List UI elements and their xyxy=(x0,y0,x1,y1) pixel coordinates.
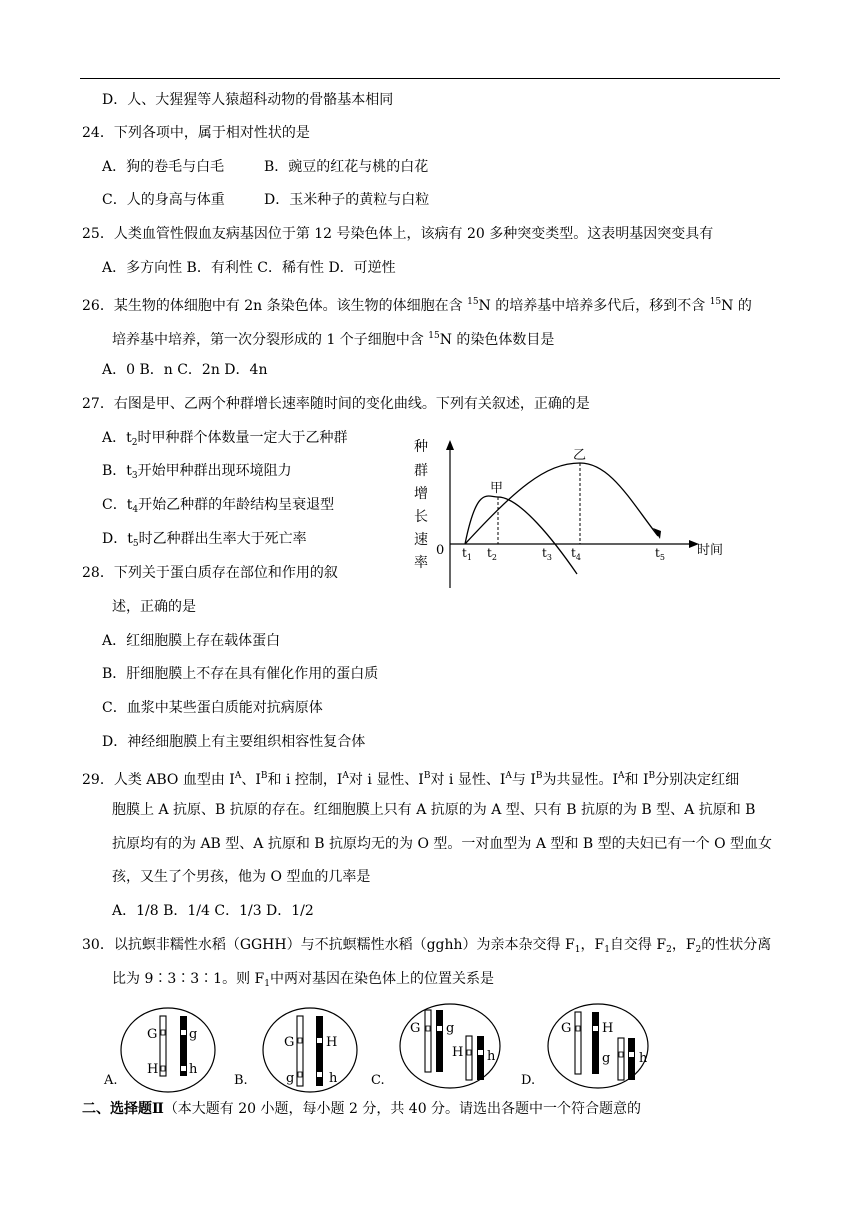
q29-stem-line4: 孩，又生了个男孩，他为 O 型血的几率是 xyxy=(112,869,371,885)
svg-text:g: g xyxy=(602,1051,611,1066)
svg-text:G: G xyxy=(147,1027,158,1042)
q27-stem: 27．右图是甲、乙两个种群增长速率随时间的变化曲线。下列有关叙述，正确的是 xyxy=(82,396,590,412)
q29-stem-line2: 胞膜上 A 抗原、B 抗原的存在。红细胞膜上只有 A 抗原的为 A 型、只有 B 抗原的为 B 型、A 抗原和 B xyxy=(112,802,756,818)
tick-t2: $t_2$ xyxy=(487,546,497,562)
y-axis-label xyxy=(414,439,428,571)
q24-stem: 24．下列各项中，属于相对性状的是 xyxy=(82,125,310,141)
q27-option-c: C．$t_4$开始乙种群的年龄结构呈衰退型 xyxy=(102,497,335,515)
y-axis-arrow xyxy=(446,440,454,450)
label-d: D. xyxy=(521,1073,536,1088)
q30-stem-line2: 比为 9∶3∶3∶1。则 $F_1$中两对基因在染色体上的位置关系是 xyxy=(112,971,494,989)
chromosome-diagrams xyxy=(100,1000,700,1096)
svg-text:h: h xyxy=(639,1051,648,1066)
svg-text:H: H xyxy=(452,1045,464,1060)
diagram-b xyxy=(234,1008,357,1092)
diagram-c xyxy=(371,1004,500,1088)
q25-stem: 25．人类血管性假血友病基因位于第 12 号染色体上，该病有 20 多种突变类型。这表明基因突变具有 xyxy=(82,226,714,242)
q23-option-d: D．人、大猩猩等人猿超科动物的骨骼基本相同 xyxy=(102,92,394,108)
y-label-char: 种 xyxy=(414,439,428,455)
q24-option-a: A．狗的卷毛与白毛 xyxy=(102,159,225,175)
curve-jia-label: 甲 xyxy=(490,481,504,496)
y-label-char: 率 xyxy=(414,555,428,571)
y-label-char: 速 xyxy=(414,532,428,548)
tick-t1: $t_1$ xyxy=(462,546,472,562)
diagram-d xyxy=(521,1004,648,1088)
q25-options: A．多方向性 B．有利性 C．稀有性 D．可逆性 xyxy=(102,260,396,276)
svg-text:H: H xyxy=(326,1035,338,1050)
q28-option-d: D．神经细胞膜上有主要组织相容性复合体 xyxy=(102,734,366,750)
q29-options: A．1/8 B．1/4 C．1/3 D．1/2 xyxy=(112,903,314,919)
diagram-a xyxy=(103,1008,215,1092)
tick-t4: $t_4$ xyxy=(571,546,581,562)
q28-option-c: C．血浆中某些蛋白质能对抗病原体 xyxy=(102,700,323,716)
curve-jia xyxy=(465,496,577,574)
svg-text:G: G xyxy=(561,1021,572,1036)
svg-text:g: g xyxy=(446,1021,455,1036)
label-b: B. xyxy=(234,1073,248,1088)
population-growth-rate-graph xyxy=(405,430,735,595)
q27-option-a: A．$t_2$时甲种群个体数量一定大于乙种群 xyxy=(102,430,348,448)
svg-text:h: h xyxy=(487,1049,496,1064)
svg-text:H: H xyxy=(147,1062,159,1077)
label-a: A. xyxy=(104,1073,118,1088)
q28-stem-line2: 述，正确的是 xyxy=(112,599,196,615)
svg-text:G: G xyxy=(284,1035,295,1050)
curve-yi-label: 乙 xyxy=(573,448,587,463)
svg-text:g: g xyxy=(189,1027,198,1042)
x-axis-label: 时间 xyxy=(697,543,724,558)
q27-option-b: B．$t_3$开始甲种群出现环境阻力 xyxy=(102,463,292,481)
q28-option-a: A．红细胞膜上存在载体蛋白 xyxy=(102,633,281,649)
curve-yi-arrow xyxy=(653,528,661,539)
origin-label: 0 xyxy=(436,543,445,558)
q30-stem-line1: 30．以抗螟非糯性水稻（GGHH）与不抗螟糯性水稻（gghh）为亲本杂交得 $F_1$，$F_1$自交得 $F_2$，$F_2$的性状分离 xyxy=(82,937,772,955)
q29-stem-line1: 29．人类 ABO 血型由 $I^A$、$I^B$和 i 控制，$I^A$对 i 显性、$I^B$对 i 显性、$I^A$与 $I^B$为共显性。$I^A$和 $I^B$分别决定红细 xyxy=(82,771,740,788)
q24-option-d: D．玉米种子的黄粒与白粒 xyxy=(264,192,430,208)
svg-text:g: g xyxy=(286,1071,295,1086)
q26-stem-line1: 26．某生物的体细胞中有 2n 条染色体。该生物的体细胞在含 $^{15}$N 的培养基中培养多代后，移到不含 $^{15}$N 的 xyxy=(82,297,752,314)
svg-text:h: h xyxy=(329,1071,338,1086)
tick-t3: $t_3$ xyxy=(542,546,552,562)
q27-option-d: D．$t_5$时乙种群出生率大于死亡率 xyxy=(102,531,307,549)
section-2-header: 二、选择题Ⅱ（本大题有 20 小题，每小题 2 分，共 40 分。请选出各题中一个符合题意的 xyxy=(82,1101,642,1117)
header-rule xyxy=(80,78,780,79)
q24-option-c: C．人的身高与体重 xyxy=(102,192,225,208)
svg-text:h: h xyxy=(189,1062,198,1077)
q26-stem-line2: 培养基中培养，第一次分裂形成的 1 个子细胞中含 $^{15}$N 的染色体数目是 xyxy=(112,331,555,348)
curve-yi xyxy=(465,463,658,544)
q24-option-b: B．豌豆的红花与桃的白花 xyxy=(264,159,429,175)
svg-text:G: G xyxy=(410,1021,421,1036)
tick-t5: $t_5$ xyxy=(655,546,665,562)
label-c: C. xyxy=(371,1073,385,1088)
y-label-char: 长 xyxy=(414,509,428,525)
svg-text:H: H xyxy=(602,1021,614,1036)
q29-stem-line3: 抗原均有的为 AB 型、A 抗原和 B 抗原均无的为 O 型。一对血型为 A 型和 B 型的夫妇已有一个 O 型血女 xyxy=(112,836,773,852)
q28-stem-line1: 28．下列关于蛋白质存在部位和作用的叙 xyxy=(82,565,338,581)
y-label-char: 增 xyxy=(414,486,428,502)
q26-options: A．0 B．n C．2n D．4n xyxy=(102,362,268,378)
q28-option-b: B．肝细胞膜上不存在具有催化作用的蛋白质 xyxy=(102,666,379,682)
y-label-char: 群 xyxy=(414,463,428,479)
